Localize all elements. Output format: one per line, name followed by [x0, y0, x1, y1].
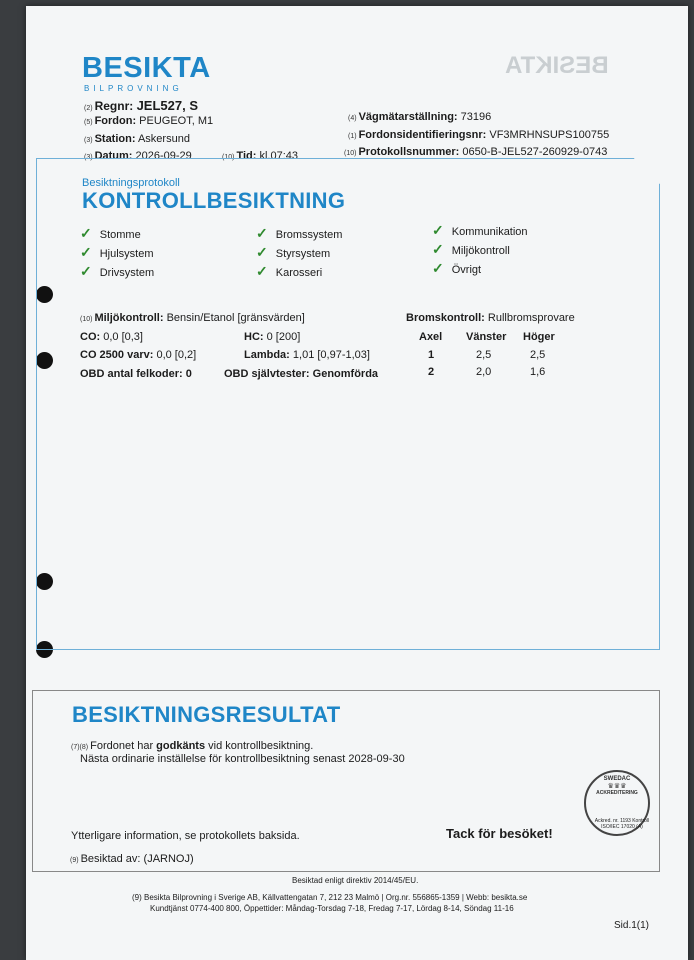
- check-label: Bromssystem: [275, 229, 343, 241]
- brake-axle: 2: [428, 366, 435, 378]
- field-number: (10): [80, 316, 93, 323]
- folded-corner: [634, 158, 660, 184]
- checkmark-icon: ✓: [80, 225, 92, 241]
- check-item: [256, 263, 322, 280]
- check-label: Kommunikation: [451, 226, 528, 238]
- protokoll-value: 0650-B-JEL527-260929-0743: [462, 146, 608, 158]
- field-number: (5): [84, 119, 93, 126]
- lambda-label: Lambda:: [244, 349, 290, 361]
- check-label: Övrigt: [451, 264, 482, 276]
- protocol-subtitle: Besiktningsprotokoll: [82, 177, 180, 189]
- obd-test-label: OBD självtester:: [224, 368, 310, 380]
- field-number: (3): [84, 154, 93, 161]
- fordon-value: PEUGEOT, M1: [139, 115, 214, 127]
- protokoll-label: Protokollsnummer:: [358, 146, 460, 158]
- protocol-title: KONTROLLBESIKTNING: [82, 188, 346, 213]
- station-field: [84, 133, 190, 145]
- result-title: BESIKTNINGSRESULTAT: [72, 702, 341, 727]
- co-field: [80, 331, 143, 343]
- brake-axle: 1: [428, 349, 435, 361]
- check-label: Karosseri: [275, 267, 323, 279]
- check-item: [432, 241, 510, 258]
- field-number: (4): [348, 115, 357, 122]
- fordon-field: [84, 115, 213, 127]
- datum-value: 2026-09-29: [135, 150, 192, 162]
- tid-label: Tid:: [236, 150, 257, 162]
- check-item: [432, 260, 481, 277]
- field-number: (3): [84, 137, 93, 144]
- field-number: (7)(8): [71, 744, 89, 751]
- obd-field: [80, 368, 192, 380]
- brake-left-value: 2,5: [476, 349, 492, 361]
- brake-header-vanster: Vänster: [466, 331, 507, 343]
- miljokontroll-label: Miljökontroll:: [94, 312, 164, 324]
- co-label: CO:: [80, 331, 101, 343]
- vagmatare-value: 73196: [460, 111, 492, 123]
- bromskontroll-label: Bromskontroll:: [406, 312, 485, 324]
- vagmatare-label: Vägmätarställning:: [358, 111, 458, 123]
- thanks-text: Tack för besöket!: [446, 826, 553, 841]
- co2500-value: 0,0 [0,2]: [156, 349, 197, 361]
- checkmark-icon: ✓: [256, 263, 268, 279]
- opening-hours: Kundtjänst 0774-400 800, Öppettider: Måndag-Torsdag 7-18, Fredag 7-17, Lördag 8-14, Söndag 11-16: [150, 904, 514, 913]
- checkmark-icon: ✓: [80, 244, 92, 260]
- field-number: (1): [348, 133, 357, 140]
- fordonsid-field: [348, 129, 609, 141]
- tid-value: kl.07:43: [259, 150, 299, 162]
- station-value: Askersund: [137, 133, 190, 145]
- brake-header-axel: Axel: [419, 331, 443, 343]
- hc-field: [244, 331, 300, 343]
- regnr-field: [84, 98, 198, 113]
- co2500-label: CO 2500 varv:: [80, 349, 154, 361]
- brake-header-hoger: Höger: [523, 331, 555, 343]
- field-number: (10): [222, 154, 235, 161]
- fordonsid-value: VF3MRHNSUPS100755: [489, 129, 610, 141]
- vagmatare-field: [348, 111, 491, 123]
- result-text: Fordonet har: [90, 740, 157, 752]
- fordonsid-label: Fordonsidentifieringsnr:: [358, 129, 487, 141]
- check-item: [80, 244, 154, 261]
- check-label: Stomme: [99, 229, 141, 241]
- hc-label: HC:: [244, 331, 264, 343]
- checkmark-icon: ✓: [432, 260, 444, 276]
- show-through-logo: BESIKTA: [505, 52, 609, 79]
- check-label: Hjulsystem: [99, 248, 154, 260]
- checkmark-icon: ✓: [432, 222, 444, 238]
- bromskontroll-value: Rullbromsprovare: [487, 312, 575, 324]
- besikta-logo: BESIKTA: [82, 52, 211, 84]
- field-number: (9): [70, 857, 79, 864]
- check-item: [256, 225, 342, 242]
- co-value: 0,0 [0,3]: [103, 331, 143, 343]
- field-number: (10): [344, 150, 357, 157]
- check-item: [256, 244, 330, 261]
- brake-right-value: 1,6: [530, 366, 546, 378]
- check-label: Drivsystem: [99, 267, 155, 279]
- regnr-label: Regnr:: [94, 99, 134, 113]
- besiktad-av-field: [70, 853, 194, 865]
- info-note: Ytterligare information, se protokollets baksida.: [71, 830, 300, 842]
- besiktad-av-value: Besiktad av: (JARNOJ): [80, 853, 194, 865]
- seal-accreditation-text: Ackred. nr. 1193 Kontroll ISO/IEC 17020 (A): [594, 818, 650, 830]
- brake-right-value: 2,5: [530, 349, 546, 361]
- miljokontroll-field: [80, 312, 305, 324]
- check-item: [80, 263, 154, 280]
- bromskontroll-field: [406, 312, 575, 324]
- next-inspection-line: Nästa ordinarie inställelse för kontrollbesiktning senast 2028-09-30: [80, 753, 405, 765]
- obd-test-value: Genomförda: [312, 368, 379, 380]
- company-info: (9) Besikta Bilprovning i Sverige AB, Källvattengatan 7, 212 23 Malmö | Org.nr. 556865-1359 | Webb: besikta.se: [132, 893, 528, 902]
- seal-mid-text: ACKREDITERING: [596, 790, 638, 796]
- obd-value: 0: [185, 368, 192, 380]
- lambda-value: 1,01 [0,97-1,03]: [292, 349, 370, 361]
- result-text: vid kontrollbesiktning.: [205, 740, 314, 752]
- fordon-label: Fordon:: [94, 115, 137, 127]
- checkmark-icon: ✓: [432, 241, 444, 257]
- lambda-field: [244, 349, 370, 361]
- checkmark-icon: ✓: [256, 225, 268, 241]
- check-label: Styrsystem: [275, 248, 331, 260]
- brake-left-value: 2,0: [476, 366, 492, 378]
- datum-label: Datum:: [94, 150, 133, 162]
- regnr-value: JEL527, S: [136, 98, 199, 113]
- obd-test-field: [224, 368, 378, 380]
- checkmark-icon: ✓: [256, 244, 268, 260]
- result-approved-line: [71, 740, 313, 752]
- check-item: [432, 222, 528, 239]
- directive-text: Besiktad enligt direktiv 2014/45/EU.: [292, 876, 419, 885]
- besikta-logo-subtitle: BILPROVNING: [84, 84, 183, 93]
- field-number: (2): [84, 105, 93, 112]
- seal-top-text: SWEDAC: [603, 776, 631, 782]
- page-number: Sid.1(1): [614, 920, 650, 931]
- check-label: Miljökontroll: [451, 245, 510, 257]
- protokoll-field: [344, 146, 607, 158]
- crown-icon: ♛♛♛: [607, 783, 627, 790]
- checkmark-icon: ✓: [80, 263, 92, 279]
- obd-label: OBD antal felkoder:: [80, 368, 183, 380]
- result-status: godkänts: [156, 740, 206, 752]
- check-item: [80, 225, 141, 242]
- station-label: Station:: [94, 133, 136, 145]
- hc-value: 0 [200]: [266, 331, 301, 343]
- miljokontroll-value: Bensin/Etanol [gränsvärden]: [166, 312, 305, 324]
- co2500-field: [80, 349, 196, 361]
